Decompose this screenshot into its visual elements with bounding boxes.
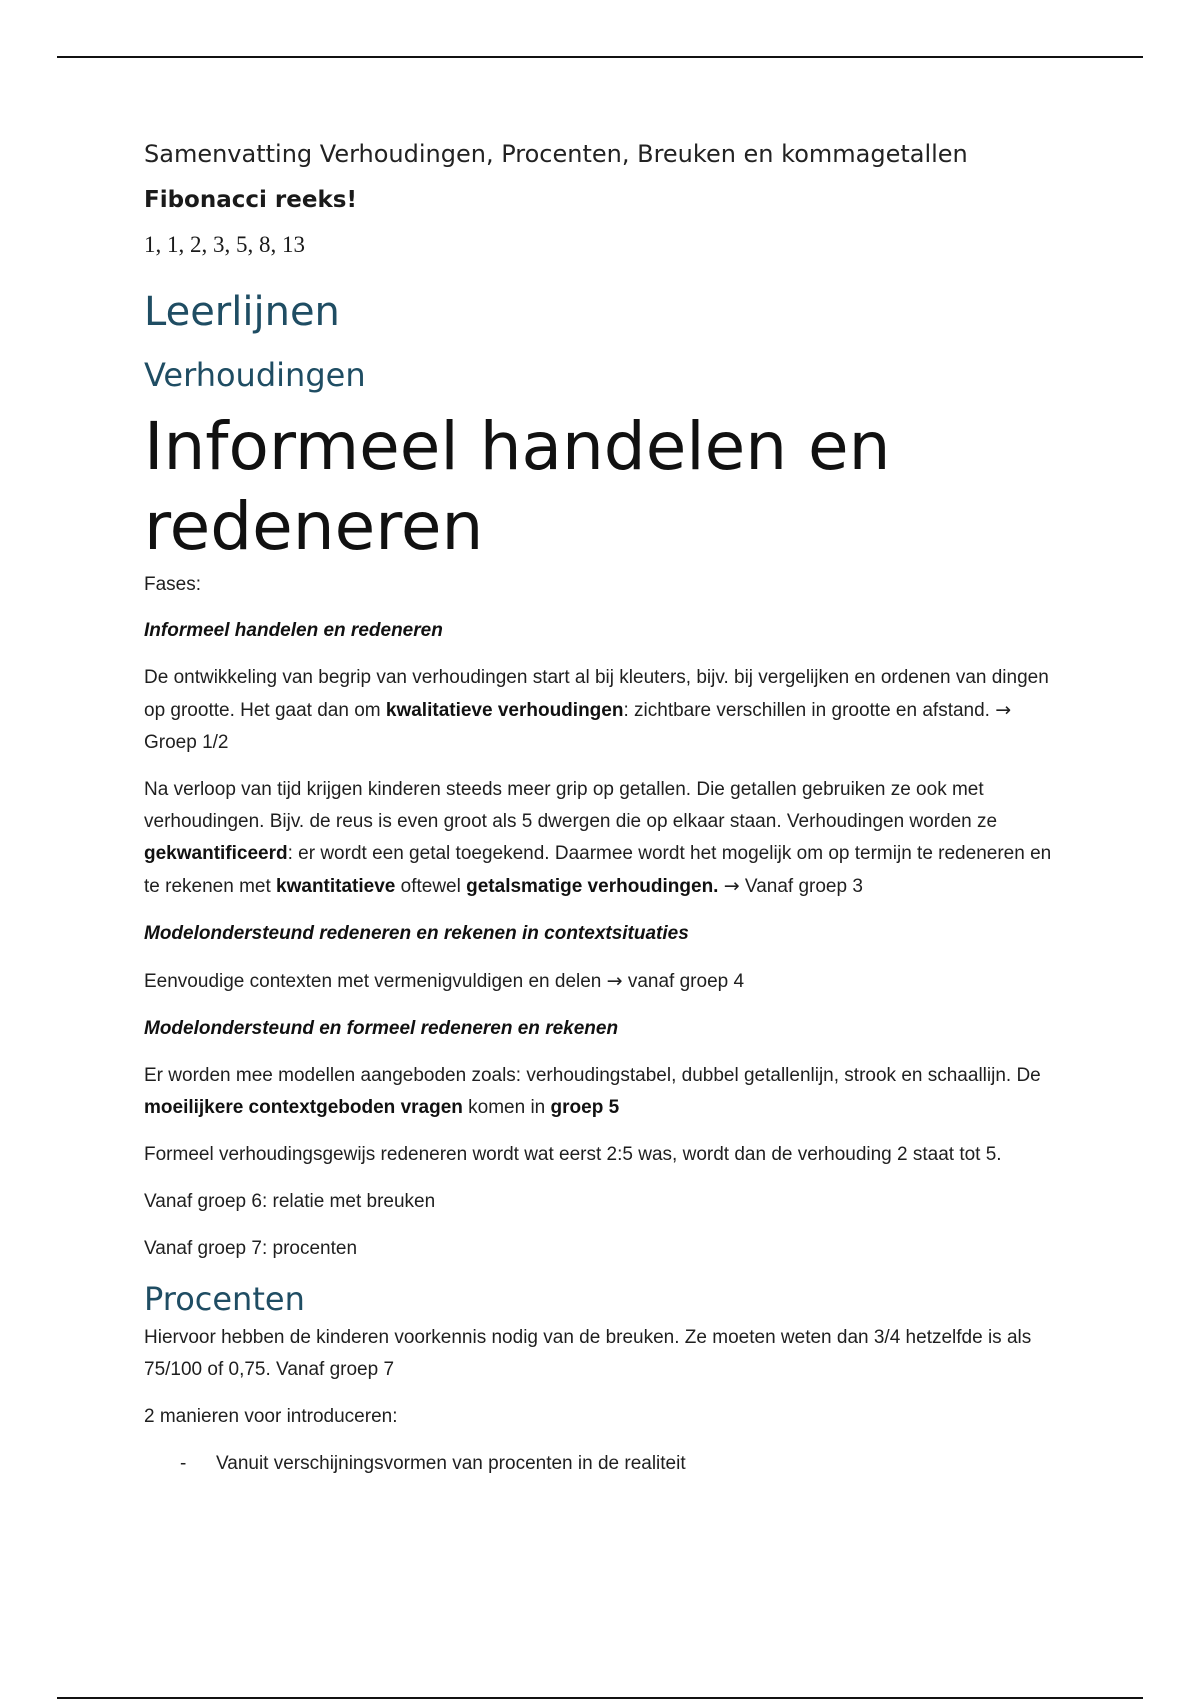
bold-text: groep 5 <box>550 1096 620 1118</box>
phase-informeel: Informeel handelen en redeneren <box>144 619 443 641</box>
paragraph-modellen <box>144 1060 1064 1124</box>
document-title: Samenvatting Verhoudingen, Procenten, Breuken en kommagetallen <box>144 140 968 168</box>
text: De ontwikkeling van begrip van verhoudingen start al bij kleuters, bijv. bij vergelijken en ordenen van dingen op grootte. Het gaat dan om <box>144 666 1049 721</box>
phase-modelondersteund-context: Modelondersteund redeneren en rekenen in contextsituaties <box>144 922 689 944</box>
text: vanaf groep 4 <box>622 970 745 992</box>
big-title: Informeel handelen en redeneren <box>144 407 891 565</box>
text: Groep 1/2 <box>144 731 229 753</box>
paragraph-groep7: Vanaf groep 7: procenten <box>144 1237 358 1259</box>
bottom-rule <box>57 1697 1143 1699</box>
bold-text: kwantitatieve <box>276 875 396 897</box>
text: Er worden mee modellen aangeboden zoals: verhoudingstabel, dubbel getallenlijn, strook en schaallijn. De <box>144 1064 1041 1086</box>
bold-text: moeilijkere contextgeboden vragen <box>144 1096 463 1118</box>
paragraph-kwantitatief <box>144 774 1064 903</box>
paragraph-voorkennis: Hiervoor hebben de kinderen voorkennis nodig van de breuken. Ze moeten weten dan 3/4 hetzelfde is als 75/100 of 0,75. Vanaf groep 7 <box>144 1327 1032 1381</box>
arrow-icon: → <box>606 969 623 992</box>
text: Vanaf groep 3 <box>739 875 863 897</box>
text: Na verloop van tijd krijgen kinderen steeds meer grip op getallen. Die getallen gebruiken ze ook met verhoudingen. Bijv. de reus is even groot als 5 dwergen die op elkaar staan. Verhoudingen worden ze <box>144 778 998 832</box>
text: Eenvoudige contexten met vermenigvuldigen en delen <box>144 970 607 992</box>
bullet-dash: - <box>180 1453 187 1475</box>
paragraph-formeel: Formeel verhoudingsgewijs redeneren wordt wat eerst 2:5 was, wordt dan de verhouding 2 staat tot 5. <box>144 1143 1002 1165</box>
text: komen in <box>462 1096 551 1118</box>
text: oftewel <box>395 875 467 897</box>
paragraph-contexten <box>144 965 1064 998</box>
heading-verhoudingen: Verhoudingen <box>144 356 366 395</box>
document-body <box>144 140 1064 1480</box>
fases-label: Fases: <box>144 573 202 595</box>
fibonacci-numbers: 1, 1, 2, 3, 5, 8, 13 <box>144 232 305 258</box>
paragraph-groep6: Vanaf groep 6: relatie met breuken <box>144 1190 436 1212</box>
fibonacci-title: Fibonacci reeks! <box>144 186 357 213</box>
heading-procenten: Procenten <box>144 1279 305 1318</box>
bold-text: kwalitatieve verhoudingen <box>385 699 624 721</box>
arrow-icon: → <box>995 698 1012 721</box>
heading-leerlijnen: Leerlijnen <box>144 289 340 336</box>
list-item <box>144 1448 1064 1480</box>
arrow-icon: → <box>723 874 740 897</box>
paragraph-manieren: 2 manieren voor introduceren: <box>144 1406 398 1428</box>
bold-text: gekwantificeerd <box>144 842 288 864</box>
paragraph-kwalitatief <box>144 662 1064 759</box>
top-rule <box>57 56 1143 58</box>
text: : er wordt een getal toegekend. Daarmee wordt het mogelijk om op termijn te redeneren en te rekenen met <box>144 842 1052 897</box>
phase-modelondersteund-formeel: Modelondersteund en formeel redeneren en rekenen <box>144 1017 619 1039</box>
bold-text: getalsmatige verhoudingen. <box>466 875 719 897</box>
list-item-text: Vanuit verschijningsvormen van procenten in de realiteit <box>216 1453 686 1475</box>
text: : zichtbare verschillen in grootte en afstand. <box>623 699 996 721</box>
